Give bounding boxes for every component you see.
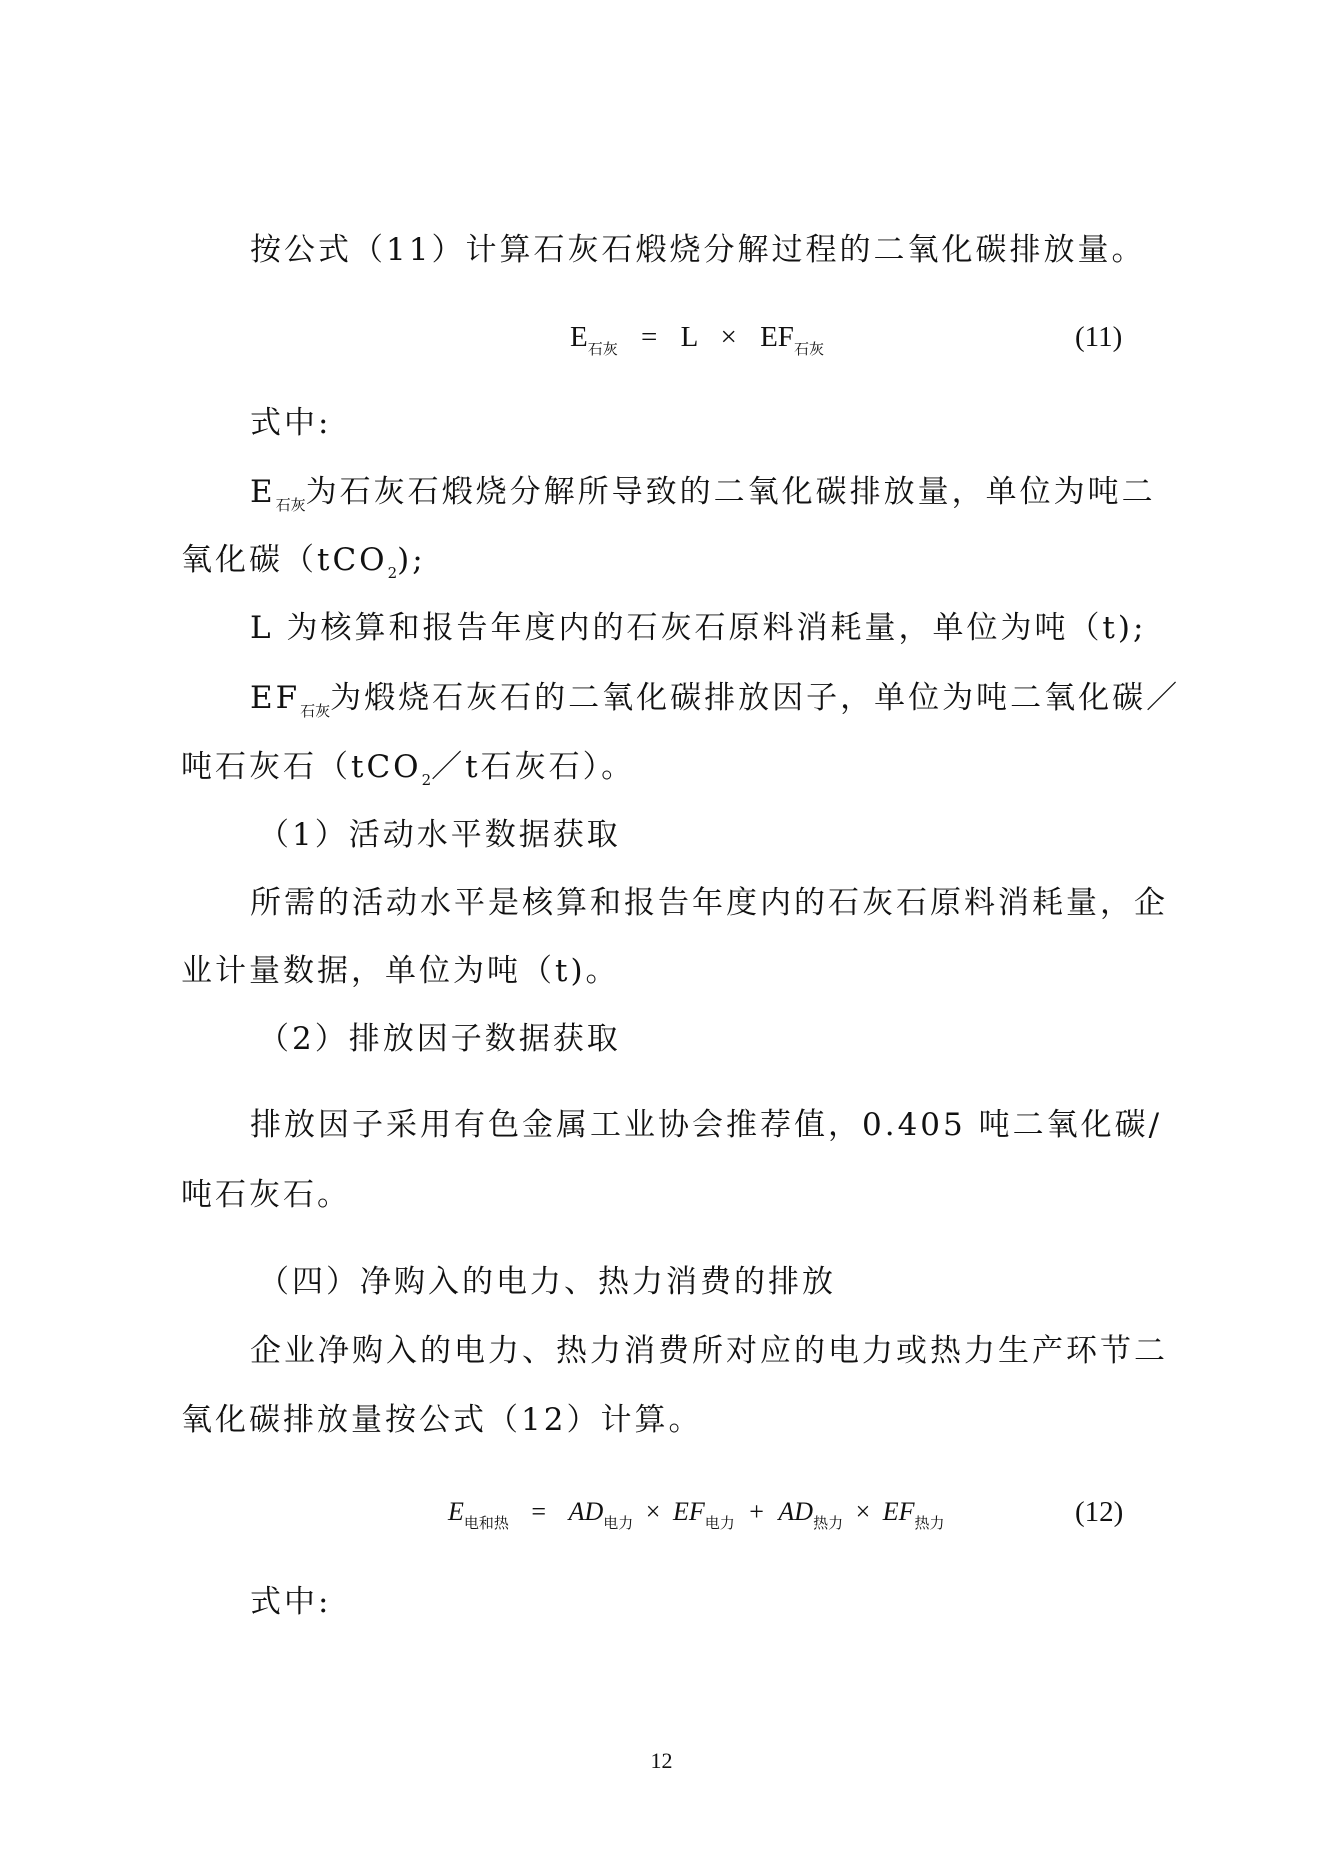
definition-ef-sub: 石灰: [300, 702, 331, 720]
formula11-l: L: [680, 321, 698, 353]
formula-11: [570, 317, 824, 370]
definition-ef-unit: 吨石灰石（tCO: [181, 749, 422, 785]
formula12-ef1-sub: 电力: [704, 1516, 735, 1532]
definition-ef-text: 为煅烧石灰石的二氧化碳排放因子，单位为吨二氧化碳／: [330, 680, 1181, 716]
definition-e-unit-end: );: [397, 542, 426, 578]
formula11-e-sub: 石灰: [587, 342, 618, 358]
definition-e: [250, 472, 1156, 525]
section-4-title: （四）净购入的电力、热力消费的排放: [258, 1264, 836, 1300]
definition-e-cont: [181, 540, 426, 593]
definition-ef: [250, 678, 1180, 731]
formula12-ad1: AD: [568, 1497, 604, 1526]
page-number: 12: [650, 1748, 673, 1773]
formula12-eq: =: [531, 1497, 547, 1526]
formula12-ad2-sub: 热力: [813, 1516, 844, 1532]
definition-e-var: E: [250, 474, 276, 510]
paragraph-formula11-intro: 按公式（11）计算石灰石煅烧分解过程的二氧化碳排放量。: [250, 232, 1146, 268]
formula11-times: ×: [720, 321, 737, 353]
definition-ef-cont: [181, 747, 635, 800]
formula12-ef1: EF: [672, 1497, 705, 1526]
formula12-ad2: AD: [778, 1497, 814, 1526]
subsection-2-title: （2）排放因子数据获取: [258, 1021, 621, 1057]
subsection-2-text-cont: 吨石灰石。: [181, 1177, 351, 1213]
formula11-eq: =: [640, 321, 658, 353]
definition-ef-unit-end: ／t石灰石）。: [431, 749, 636, 785]
formula11-ef: EF: [760, 321, 794, 353]
subsection-1-text-cont: 业计量数据，单位为吨（t)。: [181, 953, 620, 989]
formula-12: [448, 1492, 945, 1544]
definition-e-sub: 石灰: [275, 496, 306, 514]
definition-ef-var: EF: [250, 680, 301, 716]
subsection-1-title: （1）活动水平数据获取: [258, 817, 621, 853]
formula12-plus: +: [749, 1497, 764, 1526]
formula11-ef-sub: 石灰: [793, 342, 824, 358]
where-label-2: 式中:: [250, 1584, 332, 1620]
formula12-times2: ×: [855, 1497, 871, 1526]
formula12-times1: ×: [645, 1497, 661, 1526]
section-4-text-cont: 氧化碳排放量按公式（12）计算。: [181, 1402, 703, 1438]
subsection-1-text: 所需的活动水平是核算和报告年度内的石灰石原料消耗量，企: [250, 885, 1168, 921]
definition-e-unit: 氧化碳（tCO: [181, 542, 388, 578]
formula12-e: E: [448, 1497, 464, 1526]
formula12-ef2: EF: [882, 1497, 915, 1526]
definition-e-text: 为石灰石煅烧分解所导致的二氧化碳排放量，单位为吨二: [305, 474, 1156, 510]
formula12-e-sub: 电和热: [463, 1516, 509, 1532]
formula11-number: (11): [1075, 321, 1123, 353]
formula12-number: (12): [1075, 1496, 1124, 1528]
where-label-1: 式中:: [250, 405, 332, 441]
definition-e-unit-sub: 2: [387, 564, 398, 582]
definition-ef-unit-sub: 2: [421, 771, 432, 789]
formula12-ad1-sub: 电力: [603, 1516, 634, 1532]
formula11-e: E: [570, 321, 588, 353]
definition-l: L 为核算和报告年度内的石灰石原料消耗量，单位为吨（t);: [250, 610, 1147, 646]
formula12-ef2-sub: 热力: [914, 1516, 945, 1532]
subsection-2-text: 排放因子采用有色金属工业协会推荐值，0.405 吨二氧化碳/: [250, 1107, 1163, 1143]
section-4-text: 企业净购入的电力、热力消费所对应的电力或热力生产环节二: [250, 1333, 1168, 1369]
